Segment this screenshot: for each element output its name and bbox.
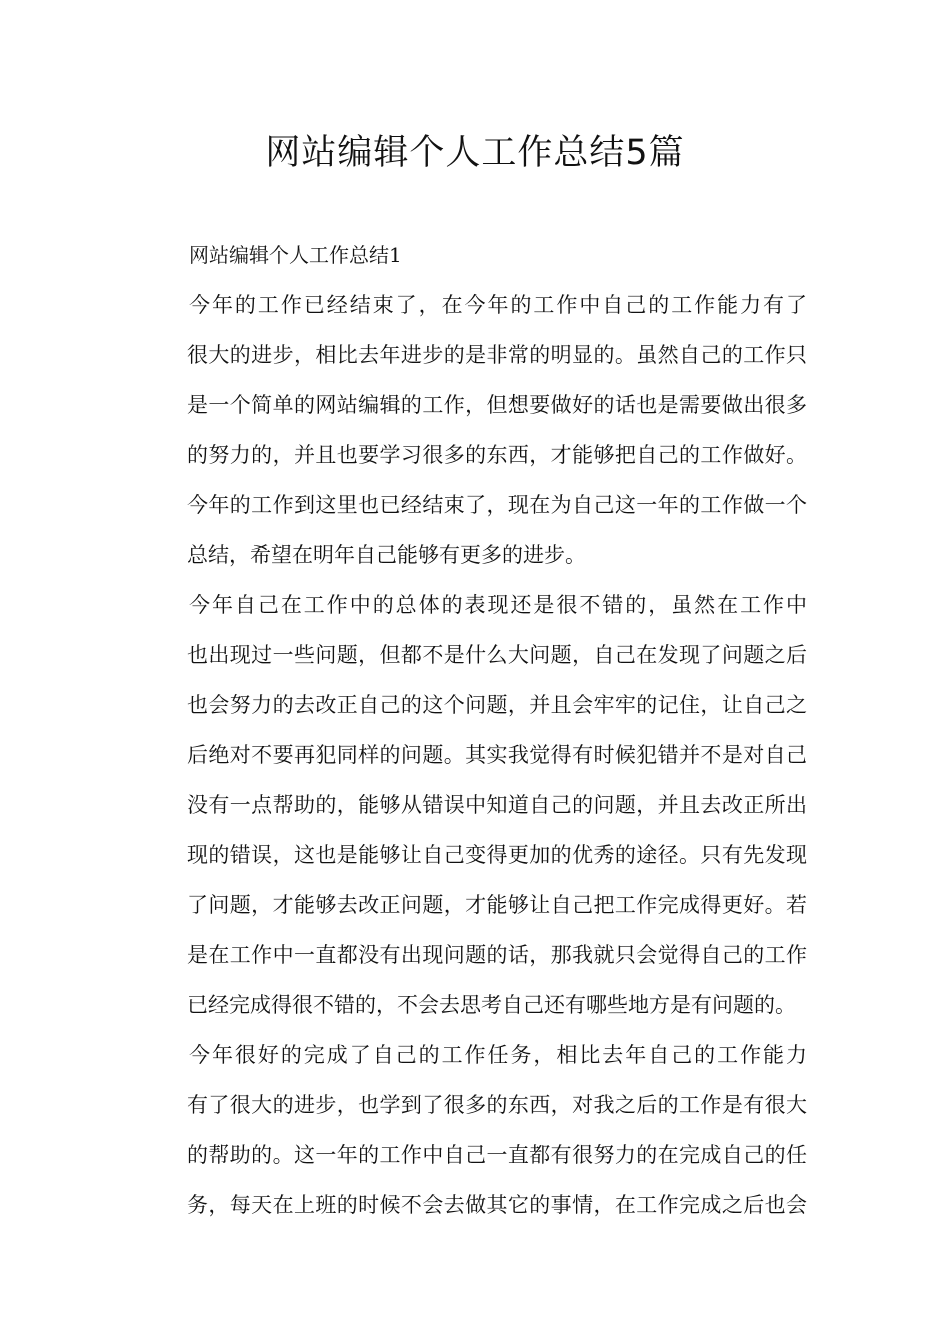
section-heading: 网站编辑个人工作总结1 — [189, 243, 402, 267]
paragraph-line: 也会努力的去改正自己的这个问题，并且会牢牢的记住，让自己之 — [187, 693, 807, 717]
paragraph-line: 有了很大的进步，也学到了很多的东西，对我之后的工作是有很大 — [187, 1093, 807, 1117]
paragraph-line: 也出现过一些问题，但都不是什么大问题，自己在发现了问题之后 — [187, 643, 807, 667]
paragraph-3 — [145, 1030, 807, 1230]
paragraph-line: 今年很好的完成了自己的工作任务，相比去年自己的工作能力 — [189, 1043, 807, 1067]
paragraph-line: 后绝对不要再犯同样的问题。其实我觉得有时候犯错并不是对自己 — [187, 743, 807, 767]
paragraph-2 — [145, 580, 807, 1030]
paragraph-line: 今年的工作已经结束了，在今年的工作中自己的工作能力有了 — [189, 293, 807, 317]
paragraph-line: 没有一点帮助的，能够从错误中知道自己的问题，并且去改正所出 — [187, 793, 807, 817]
paragraph-line: 的努力的，并且也要学习很多的东西，才能够把自己的工作做好。 — [187, 443, 807, 467]
paragraph-line: 的帮助的。这一年的工作中自己一直都有很努力的在完成自己的任 — [187, 1143, 807, 1167]
paragraph-line: 务，每天在上班的时候不会去做其它的事情，在工作完成之后也会 — [187, 1193, 807, 1217]
paragraph-1 — [145, 280, 807, 580]
document-title: 网站编辑个人工作总结5篇 — [265, 133, 685, 173]
paragraph-line: 了问题，才能够去改正问题，才能够让自己把工作完成得更好。若 — [187, 893, 807, 917]
document-body — [145, 230, 807, 1230]
paragraph-line: 是在工作中一直都没有出现问题的话，那我就只会觉得自己的工作 — [187, 943, 807, 967]
paragraph-line: 是一个简单的网站编辑的工作，但想要做好的话也是需要做出很多 — [187, 393, 807, 417]
paragraph-line: 已经完成得很不错的，不会去思考自己还有哪些地方是有问题的。 — [187, 993, 796, 1017]
paragraph-line: 很大的进步，相比去年进步的是非常的明显的。虽然自己的工作只 — [187, 343, 807, 367]
paragraph-line: 现的错误，这也是能够让自己变得更加的优秀的途径。只有先发现 — [187, 843, 807, 867]
paragraph-line: 今年自己在工作中的总体的表现还是很不错的，虽然在工作中 — [189, 593, 807, 617]
paragraph-line: 总结，希望在明年自己能够有更多的进步。 — [187, 543, 586, 567]
paragraph-line: 今年的工作到这里也已经结束了，现在为自己这一年的工作做一个 — [187, 493, 807, 517]
